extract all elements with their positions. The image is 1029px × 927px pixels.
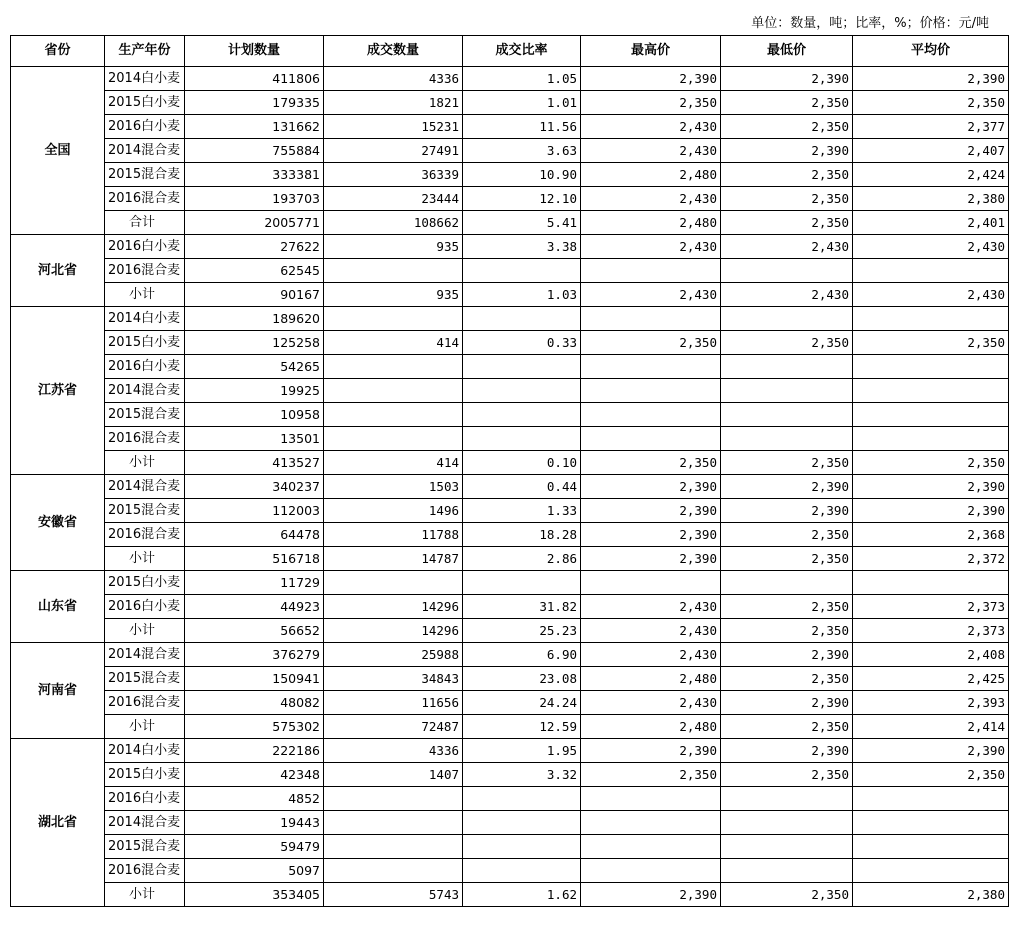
deal-rate-cell: 18.28: [463, 523, 581, 547]
avg-price-cell: [853, 811, 1009, 835]
table-row: [11, 523, 1009, 547]
plan-qty-cell: 131662: [185, 115, 324, 139]
max-price-cell: [581, 307, 721, 331]
plan-qty-cell: 411806: [185, 67, 324, 91]
min-price-cell: 2,350: [721, 715, 853, 739]
table-row: [11, 331, 1009, 355]
province-cell: 河北省: [11, 235, 105, 307]
min-price-cell: 2,430: [721, 235, 853, 259]
year-cell: 2016白小麦: [105, 115, 185, 139]
table-row: [11, 499, 1009, 523]
deal-rate-cell: 3.38: [463, 235, 581, 259]
deal-qty-cell: 11656: [324, 691, 463, 715]
table-row: [11, 715, 1009, 739]
table-row: [11, 307, 1009, 331]
avg-price-cell: [853, 571, 1009, 595]
min-price-cell: 2,390: [721, 691, 853, 715]
year-cell: 小计: [105, 715, 185, 739]
max-price-cell: 2,350: [581, 451, 721, 475]
year-cell: 合计: [105, 211, 185, 235]
max-price-cell: 2,350: [581, 331, 721, 355]
plan-qty-cell: 189620: [185, 307, 324, 331]
deal-qty-cell: 414: [324, 451, 463, 475]
year-cell: 小计: [105, 283, 185, 307]
min-price-cell: [721, 859, 853, 883]
min-price-cell: [721, 835, 853, 859]
year-cell: 2015混合麦: [105, 499, 185, 523]
deal-qty-cell: [324, 571, 463, 595]
avg-price-cell: 2,350: [853, 91, 1009, 115]
plan-qty-cell: 5097: [185, 859, 324, 883]
max-price-cell: 2,390: [581, 547, 721, 571]
plan-qty-cell: 42348: [185, 763, 324, 787]
table-row: [11, 451, 1009, 475]
year-cell: 2014混合麦: [105, 475, 185, 499]
max-price-cell: 2,480: [581, 667, 721, 691]
year-cell: 2014混合麦: [105, 139, 185, 163]
table-row: [11, 835, 1009, 859]
year-cell: 2014混合麦: [105, 643, 185, 667]
year-cell: 小计: [105, 619, 185, 643]
max-price-cell: 2,430: [581, 691, 721, 715]
min-price-cell: 2,350: [721, 547, 853, 571]
year-cell: 2016白小麦: [105, 235, 185, 259]
min-price-cell: 2,350: [721, 211, 853, 235]
year-cell: 2014混合麦: [105, 811, 185, 835]
max-price-cell: 2,390: [581, 475, 721, 499]
province-cell: 安徽省: [11, 475, 105, 571]
deal-rate-cell: 3.63: [463, 139, 581, 163]
max-price-cell: [581, 403, 721, 427]
plan-qty-cell: 112003: [185, 499, 324, 523]
avg-price-cell: 2,380: [853, 883, 1009, 907]
max-price-cell: [581, 835, 721, 859]
max-price-cell: 2,390: [581, 67, 721, 91]
avg-price-cell: [853, 859, 1009, 883]
deal-rate-cell: 24.24: [463, 691, 581, 715]
avg-price-cell: [853, 427, 1009, 451]
plan-qty-cell: 575302: [185, 715, 324, 739]
table-row: [11, 619, 1009, 643]
table-row: [11, 427, 1009, 451]
plan-qty-cell: 19925: [185, 379, 324, 403]
year-cell: 2015混合麦: [105, 835, 185, 859]
avg-price-cell: [853, 379, 1009, 403]
max-price-cell: 2,480: [581, 715, 721, 739]
max-price-cell: 2,390: [581, 883, 721, 907]
min-price-cell: [721, 259, 853, 283]
deal-rate-cell: 3.32: [463, 763, 581, 787]
year-cell: 2016混合麦: [105, 427, 185, 451]
deal-qty-cell: 36339: [324, 163, 463, 187]
deal-qty-cell: [324, 811, 463, 835]
table-row: [11, 787, 1009, 811]
avg-price-cell: [853, 787, 1009, 811]
avg-price-cell: 2,430: [853, 283, 1009, 307]
deal-qty-cell: 4336: [324, 67, 463, 91]
max-price-cell: [581, 355, 721, 379]
table-row: [11, 859, 1009, 883]
plan-qty-cell: 333381: [185, 163, 324, 187]
plan-qty-cell: 376279: [185, 643, 324, 667]
year-cell: 2014混合麦: [105, 379, 185, 403]
year-cell: 2014白小麦: [105, 307, 185, 331]
deal-qty-cell: [324, 427, 463, 451]
min-price-cell: 2,350: [721, 451, 853, 475]
deal-rate-cell: 12.59: [463, 715, 581, 739]
deal-rate-cell: 1.95: [463, 739, 581, 763]
min-price-cell: 2,390: [721, 139, 853, 163]
province-cell: 江苏省: [11, 307, 105, 475]
deal-qty-cell: 72487: [324, 715, 463, 739]
deal-qty-cell: 14296: [324, 595, 463, 619]
avg-price-cell: 2,414: [853, 715, 1009, 739]
deal-qty-cell: 108662: [324, 211, 463, 235]
plan-qty-cell: 179335: [185, 91, 324, 115]
year-cell: 2016混合麦: [105, 523, 185, 547]
max-price-cell: 2,430: [581, 187, 721, 211]
max-price-cell: 2,390: [581, 739, 721, 763]
deal-qty-cell: 27491: [324, 139, 463, 163]
year-cell: 2016混合麦: [105, 859, 185, 883]
avg-price-cell: [853, 307, 1009, 331]
table-row: [11, 739, 1009, 763]
min-price-cell: 2,350: [721, 115, 853, 139]
year-cell: 2015白小麦: [105, 91, 185, 115]
deal-rate-cell: 6.90: [463, 643, 581, 667]
deal-rate-cell: 23.08: [463, 667, 581, 691]
deal-rate-cell: 0.33: [463, 331, 581, 355]
deal-qty-cell: [324, 835, 463, 859]
avg-price-cell: 2,393: [853, 691, 1009, 715]
avg-price-cell: 2,380: [853, 187, 1009, 211]
table-row: [11, 163, 1009, 187]
deal-qty-cell: 1407: [324, 763, 463, 787]
plan-qty-cell: 755884: [185, 139, 324, 163]
min-price-cell: 2,350: [721, 667, 853, 691]
deal-qty-cell: 34843: [324, 667, 463, 691]
deal-qty-cell: 23444: [324, 187, 463, 211]
plan-qty-cell: 413527: [185, 451, 324, 475]
min-price-cell: 2,390: [721, 739, 853, 763]
min-price-cell: 2,350: [721, 163, 853, 187]
deal-rate-cell: [463, 427, 581, 451]
year-cell: 2015混合麦: [105, 163, 185, 187]
deal-rate-cell: [463, 811, 581, 835]
table-row: [11, 211, 1009, 235]
max-price-cell: [581, 259, 721, 283]
year-cell: 小计: [105, 883, 185, 907]
plan-qty-cell: 48082: [185, 691, 324, 715]
deal-qty-cell: 25988: [324, 643, 463, 667]
plan-qty-cell: 56652: [185, 619, 324, 643]
max-price-cell: [581, 571, 721, 595]
unit-note: 单位：数量，吨；比率，%；价格：元/吨: [751, 16, 989, 31]
deal-rate-cell: 0.10: [463, 451, 581, 475]
table-row: [11, 259, 1009, 283]
avg-price-cell: 2,368: [853, 523, 1009, 547]
table-row: [11, 403, 1009, 427]
deal-rate-cell: [463, 355, 581, 379]
plan-qty-cell: 516718: [185, 547, 324, 571]
plan-qty-cell: 64478: [185, 523, 324, 547]
deal-qty-cell: 4336: [324, 739, 463, 763]
header-min-price: 最低价: [721, 36, 853, 67]
year-cell: 2016白小麦: [105, 787, 185, 811]
plan-qty-cell: 193703: [185, 187, 324, 211]
avg-price-cell: [853, 355, 1009, 379]
min-price-cell: 2,350: [721, 331, 853, 355]
deal-qty-cell: [324, 379, 463, 403]
max-price-cell: 2,390: [581, 523, 721, 547]
year-cell: 2016混合麦: [105, 691, 185, 715]
deal-qty-cell: [324, 787, 463, 811]
plan-qty-cell: 11729: [185, 571, 324, 595]
header-deal-rate: 成交比率: [463, 36, 581, 67]
deal-rate-cell: [463, 259, 581, 283]
plan-qty-cell: 353405: [185, 883, 324, 907]
year-cell: 2014白小麦: [105, 67, 185, 91]
deal-qty-cell: [324, 307, 463, 331]
deal-qty-cell: 1496: [324, 499, 463, 523]
avg-price-cell: [853, 403, 1009, 427]
max-price-cell: [581, 427, 721, 451]
deal-qty-cell: 14296: [324, 619, 463, 643]
header-row: [11, 36, 1009, 67]
auction-results-table: [10, 35, 1009, 907]
max-price-cell: 2,430: [581, 619, 721, 643]
deal-rate-cell: [463, 859, 581, 883]
max-price-cell: [581, 859, 721, 883]
plan-qty-cell: 44923: [185, 595, 324, 619]
year-cell: 2015白小麦: [105, 763, 185, 787]
min-price-cell: [721, 427, 853, 451]
plan-qty-cell: 19443: [185, 811, 324, 835]
avg-price-cell: [853, 835, 1009, 859]
min-price-cell: 2,350: [721, 619, 853, 643]
deal-rate-cell: [463, 403, 581, 427]
avg-price-cell: 2,390: [853, 67, 1009, 91]
year-cell: 2015混合麦: [105, 403, 185, 427]
table-row: [11, 67, 1009, 91]
year-cell: 2016混合麦: [105, 187, 185, 211]
avg-price-cell: 2,390: [853, 475, 1009, 499]
table-body: [11, 67, 1009, 907]
avg-price-cell: 2,430: [853, 235, 1009, 259]
table-row: [11, 283, 1009, 307]
year-cell: 2016白小麦: [105, 595, 185, 619]
max-price-cell: 2,430: [581, 643, 721, 667]
plan-qty-cell: 222186: [185, 739, 324, 763]
plan-qty-cell: 62545: [185, 259, 324, 283]
deal-qty-cell: 11788: [324, 523, 463, 547]
header-province: 省份: [11, 36, 105, 67]
plan-qty-cell: 59479: [185, 835, 324, 859]
deal-rate-cell: 10.90: [463, 163, 581, 187]
max-price-cell: [581, 379, 721, 403]
min-price-cell: 2,350: [721, 883, 853, 907]
plan-qty-cell: 54265: [185, 355, 324, 379]
avg-price-cell: [853, 259, 1009, 283]
min-price-cell: [721, 307, 853, 331]
min-price-cell: 2,350: [721, 523, 853, 547]
max-price-cell: [581, 811, 721, 835]
table-row: [11, 571, 1009, 595]
avg-price-cell: 2,401: [853, 211, 1009, 235]
table-row: [11, 139, 1009, 163]
deal-rate-cell: 12.10: [463, 187, 581, 211]
min-price-cell: 2,350: [721, 595, 853, 619]
plan-qty-cell: 13501: [185, 427, 324, 451]
deal-qty-cell: 935: [324, 283, 463, 307]
table-row: [11, 91, 1009, 115]
deal-rate-cell: 25.23: [463, 619, 581, 643]
avg-price-cell: 2,373: [853, 619, 1009, 643]
max-price-cell: 2,430: [581, 595, 721, 619]
max-price-cell: 2,390: [581, 499, 721, 523]
plan-qty-cell: 150941: [185, 667, 324, 691]
min-price-cell: 2,390: [721, 499, 853, 523]
deal-rate-cell: 11.56: [463, 115, 581, 139]
deal-qty-cell: [324, 859, 463, 883]
table-row: [11, 115, 1009, 139]
deal-qty-cell: [324, 259, 463, 283]
deal-rate-cell: 1.05: [463, 67, 581, 91]
avg-price-cell: 2,373: [853, 595, 1009, 619]
deal-rate-cell: 1.03: [463, 283, 581, 307]
header-avg-price: 平均价: [853, 36, 1009, 67]
min-price-cell: 2,390: [721, 67, 853, 91]
deal-qty-cell: 5743: [324, 883, 463, 907]
deal-rate-cell: 2.86: [463, 547, 581, 571]
plan-qty-cell: 125258: [185, 331, 324, 355]
plan-qty-cell: 340237: [185, 475, 324, 499]
min-price-cell: [721, 403, 853, 427]
deal-rate-cell: 5.41: [463, 211, 581, 235]
deal-rate-cell: 1.62: [463, 883, 581, 907]
min-price-cell: [721, 355, 853, 379]
min-price-cell: [721, 379, 853, 403]
year-cell: 小计: [105, 451, 185, 475]
deal-rate-cell: 31.82: [463, 595, 581, 619]
table-row: [11, 379, 1009, 403]
min-price-cell: 2,390: [721, 475, 853, 499]
deal-rate-cell: [463, 379, 581, 403]
max-price-cell: [581, 787, 721, 811]
year-cell: 2016白小麦: [105, 355, 185, 379]
min-price-cell: [721, 811, 853, 835]
avg-price-cell: 2,372: [853, 547, 1009, 571]
plan-qty-cell: 10958: [185, 403, 324, 427]
plan-qty-cell: 2005771: [185, 211, 324, 235]
year-cell: 小计: [105, 547, 185, 571]
table-row: [11, 691, 1009, 715]
table-row: [11, 475, 1009, 499]
max-price-cell: 2,480: [581, 211, 721, 235]
year-cell: 2016混合麦: [105, 259, 185, 283]
avg-price-cell: 2,424: [853, 163, 1009, 187]
year-cell: 2015白小麦: [105, 571, 185, 595]
year-cell: 2014白小麦: [105, 739, 185, 763]
plan-qty-cell: 90167: [185, 283, 324, 307]
avg-price-cell: 2,350: [853, 331, 1009, 355]
min-price-cell: 2,350: [721, 763, 853, 787]
province-cell: 全国: [11, 67, 105, 235]
deal-rate-cell: [463, 307, 581, 331]
table-row: [11, 811, 1009, 835]
min-price-cell: 2,390: [721, 643, 853, 667]
table-row: [11, 643, 1009, 667]
plan-qty-cell: 4852: [185, 787, 324, 811]
year-cell: 2015白小麦: [105, 331, 185, 355]
table-row: [11, 883, 1009, 907]
table-row: [11, 595, 1009, 619]
deal-qty-cell: 1503: [324, 475, 463, 499]
max-price-cell: 2,350: [581, 763, 721, 787]
avg-price-cell: 2,407: [853, 139, 1009, 163]
max-price-cell: 2,480: [581, 163, 721, 187]
deal-rate-cell: [463, 571, 581, 595]
deal-rate-cell: [463, 835, 581, 859]
table-row: [11, 235, 1009, 259]
deal-qty-cell: 15231: [324, 115, 463, 139]
header-deal-qty: 成交数量: [324, 36, 463, 67]
deal-qty-cell: 1821: [324, 91, 463, 115]
max-price-cell: 2,430: [581, 115, 721, 139]
deal-rate-cell: 1.33: [463, 499, 581, 523]
avg-price-cell: 2,377: [853, 115, 1009, 139]
deal-qty-cell: 414: [324, 331, 463, 355]
min-price-cell: 2,350: [721, 91, 853, 115]
avg-price-cell: 2,408: [853, 643, 1009, 667]
table-row: [11, 187, 1009, 211]
province-cell: 湖北省: [11, 739, 105, 907]
deal-qty-cell: [324, 355, 463, 379]
deal-rate-cell: 0.44: [463, 475, 581, 499]
avg-price-cell: 2,425: [853, 667, 1009, 691]
deal-qty-cell: 935: [324, 235, 463, 259]
province-cell: 山东省: [11, 571, 105, 643]
table-row: [11, 667, 1009, 691]
table-row: [11, 763, 1009, 787]
avg-price-cell: 2,350: [853, 451, 1009, 475]
max-price-cell: 2,350: [581, 91, 721, 115]
deal-qty-cell: 14787: [324, 547, 463, 571]
avg-price-cell: 2,350: [853, 763, 1009, 787]
province-cell: 河南省: [11, 643, 105, 739]
deal-rate-cell: [463, 787, 581, 811]
min-price-cell: 2,430: [721, 283, 853, 307]
plan-qty-cell: 27622: [185, 235, 324, 259]
max-price-cell: 2,430: [581, 283, 721, 307]
year-cell: 2015混合麦: [105, 667, 185, 691]
deal-qty-cell: [324, 403, 463, 427]
header-plan-qty: 计划数量: [185, 36, 324, 67]
min-price-cell: [721, 571, 853, 595]
max-price-cell: 2,430: [581, 235, 721, 259]
table-row: [11, 547, 1009, 571]
header-year: 生产年份: [105, 36, 185, 67]
deal-rate-cell: 1.01: [463, 91, 581, 115]
avg-price-cell: 2,390: [853, 499, 1009, 523]
table-row: [11, 355, 1009, 379]
header-max-price: 最高价: [581, 36, 721, 67]
max-price-cell: 2,430: [581, 139, 721, 163]
min-price-cell: [721, 787, 853, 811]
min-price-cell: 2,350: [721, 187, 853, 211]
avg-price-cell: 2,390: [853, 739, 1009, 763]
